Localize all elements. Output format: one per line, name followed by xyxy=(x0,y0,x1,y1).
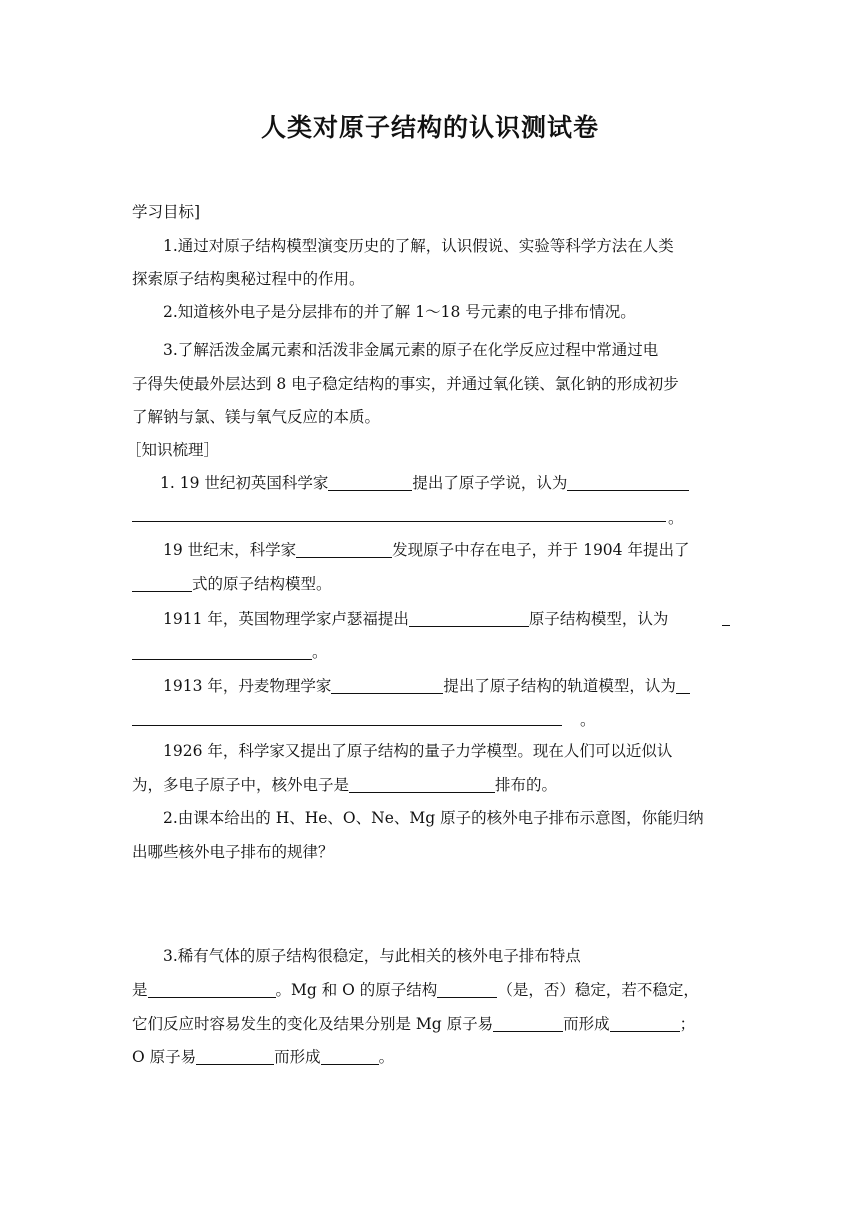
objective-1-line-1: 1.通过对原子结构模型演变历史的了解，认识假说、实验等科学方法在人类 xyxy=(163,237,674,255)
question-text: 而形成 xyxy=(274,1048,321,1066)
answer-blank[interactable] xyxy=(331,677,443,694)
question-text: 是 xyxy=(132,981,148,999)
question-3-line-3 xyxy=(132,1014,695,1034)
question-text: 。 xyxy=(312,643,328,661)
question-text: 。Mg 和 O 的原子结构 xyxy=(275,981,438,999)
question-text: O 原子易 xyxy=(132,1048,197,1066)
question-text: 而形成 xyxy=(563,1015,610,1033)
answer-line[interactable] xyxy=(132,725,562,726)
question-text: 1911 年，英国物理学家卢瑟福提出 xyxy=(163,610,409,628)
knowledge-heading: ［知识梳理］ xyxy=(126,441,220,459)
answer-blank[interactable] xyxy=(493,1015,563,1032)
answer-blank[interactable] xyxy=(409,610,529,627)
answer-blank[interactable] xyxy=(132,643,312,660)
question-text: 式的原子结构模型。 xyxy=(192,575,332,593)
question-1-thomson-line-2 xyxy=(132,574,332,594)
answer-blank[interactable] xyxy=(610,1015,680,1032)
question-text: 1. 19 世纪初英国科学家 xyxy=(160,474,329,492)
question-1-end-mark: 。 xyxy=(668,509,684,527)
question-text: 排布的。 xyxy=(495,776,558,794)
answer-blank[interactable] xyxy=(196,1048,274,1065)
question-3-line-1: 3.稀有气体的原子结构很稳定，与此相关的核外电子排布特点 xyxy=(163,947,581,965)
question-text: 为，多电子原子中，核外电子是 xyxy=(132,776,350,794)
objectives-heading: 学习目标] xyxy=(132,203,201,221)
question-2-line-2: 出哪些核外电子排布的规律？ xyxy=(132,843,334,861)
objective-1-line-2: 探索原子结构奥秘过程中的作用。 xyxy=(132,270,365,288)
question-text: 发现原子中存在电子，并于 1904 年提出了 xyxy=(392,541,690,559)
page-title: 人类对原子结构的认识测试卷 xyxy=(260,113,599,142)
question-1-thomson-line-1 xyxy=(163,540,689,560)
question-1-bohr-line-1 xyxy=(163,676,690,696)
objective-3-line-1: 3.了解活泼金属元素和活泼非金属元素的原子在化学反应过程中常通过电 xyxy=(163,341,659,359)
answer-blank[interactable] xyxy=(437,981,497,998)
question-1-bohr-end-mark: 。 xyxy=(580,711,596,729)
question-text: 提出了原子结构的轨道模型，认为 xyxy=(443,677,676,695)
question-3-line-2 xyxy=(132,980,699,1000)
question-1-quantum-line-1: 1926 年，科学家又提出了原子结构的量子力学模型。现在人们可以近似认 xyxy=(163,742,673,760)
question-text: 原子结构模型，认为 xyxy=(528,610,669,628)
question-text: （是，否）稳定，若不稳定， xyxy=(497,981,699,999)
answer-blank[interactable] xyxy=(321,1048,379,1065)
question-1-quantum-line-2 xyxy=(132,775,557,795)
question-1-rutherford-line-2 xyxy=(132,642,328,662)
answer-blank[interactable] xyxy=(676,677,690,694)
question-2-line-1: 2.由课本给出的 H、He、O、Ne、Mg 原子的核外电子排布示意图，你能归纳 xyxy=(163,809,704,827)
question-text: 19 世纪末，科学家 xyxy=(163,541,297,559)
question-text: 1913 年，丹麦物理学家 xyxy=(163,677,332,695)
question-1-rutherford-line-1 xyxy=(163,609,668,629)
answer-blank[interactable] xyxy=(148,981,276,998)
answer-blank[interactable] xyxy=(349,776,495,793)
answer-line[interactable] xyxy=(722,625,730,626)
objective-3-line-2: 子得失使最外层达到 8 电子稳定结构的事实，并通过氧化镁、氯化钠的形成初步 xyxy=(132,375,679,393)
answer-blank[interactable] xyxy=(567,474,689,491)
answer-line[interactable] xyxy=(132,521,666,522)
question-text: 提出了原子学说，认为 xyxy=(412,474,568,492)
question-text: 。 xyxy=(378,1048,395,1066)
question-1-dalton-line-1 xyxy=(160,473,689,493)
answer-blank[interactable] xyxy=(296,541,392,558)
question-text: 它们反应时容易发生的变化及结果分别是 Mg 原子易 xyxy=(132,1015,494,1033)
objective-3-line-3: 了解钠与氯、镁与氧气反应的本质。 xyxy=(132,408,381,426)
question-text: ； xyxy=(679,1015,696,1033)
question-3-line-4 xyxy=(132,1047,394,1067)
objective-2: 2.知道核外电子是分层排布的并了解 1～18 号元素的电子排布情况。 xyxy=(163,303,636,321)
answer-blank[interactable] xyxy=(328,474,412,491)
answer-blank[interactable] xyxy=(132,575,192,592)
